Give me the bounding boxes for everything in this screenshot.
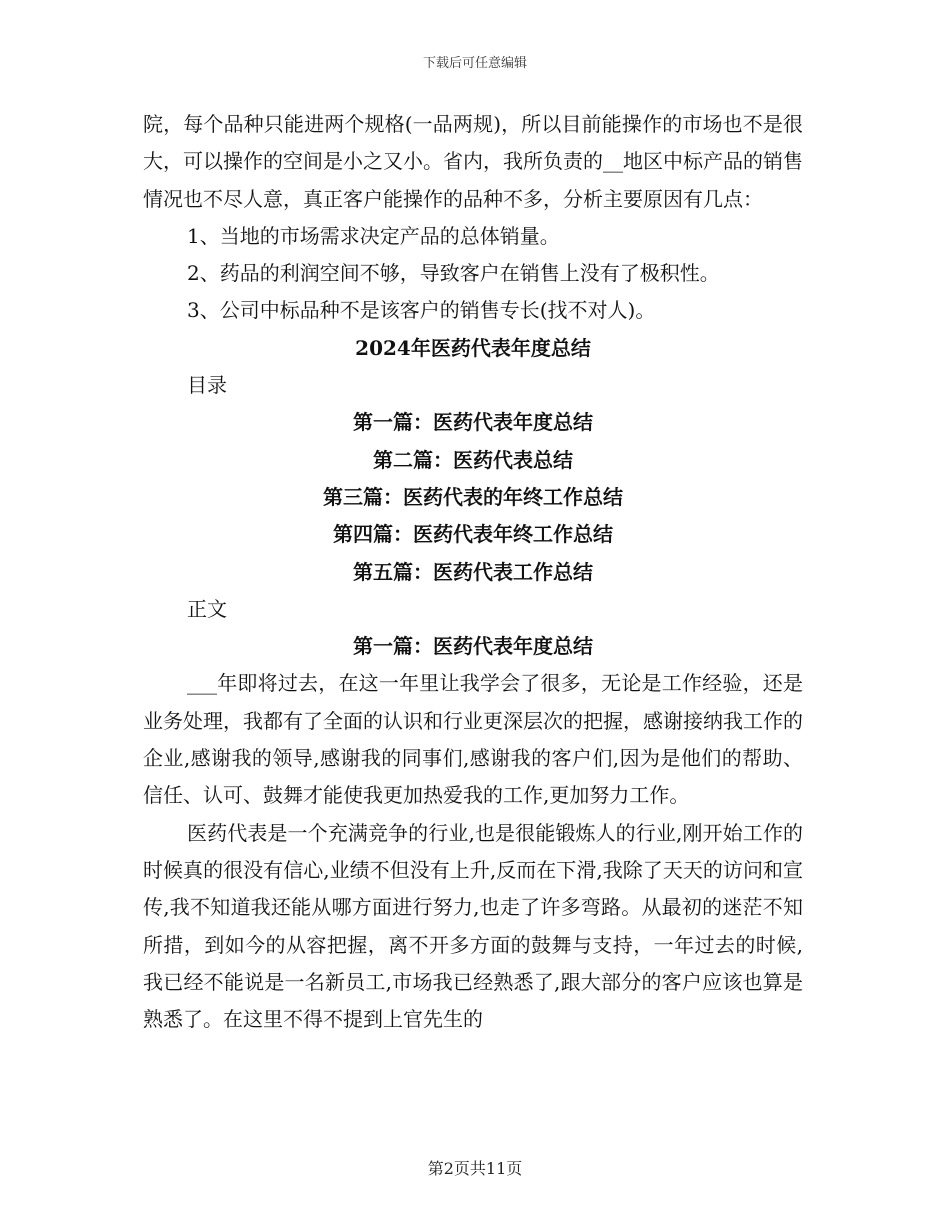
intro-point-3: 3、公司中标品种不是该客户的销售专长(找不对人)。 [187,298,656,323]
toc-item-4: 第四篇：医药代表年终工作总结 [333,522,613,547]
section-1-paragraph-1: ___年即将过去，在这一年里让我学会了很多，无论是工作经验，还是业务处理，我都有了全面的认识和行业更深层次的把握，感谢接纳我工作的企业,感谢我的领导,感谢我的同事们,感谢我的客户们,因为是他们的帮助、信任、认可、鼓舞才能使我更加热爱我的工作,更加努力工作。 [143,671,803,808]
toc-label: 目录 [187,373,227,398]
toc-item-1: 第一篇：医药代表年度总结 [353,410,593,435]
document-body [143,106,803,1038]
toc-item-5: 第五篇：医药代表工作总结 [353,559,593,584]
page-header: 下载后可任意编辑 [422,56,527,71]
intro-paragraph: 院，每个品种只能进两个规格(一品两规)，所以目前能操作的市场也不是很大，可以操作的空间是小之又小。省内，我所负责的__地区中标产品的销售情况也不尽人意，真正客户能操作的品种不多，分析主要原因有几点： [143,112,803,211]
section-1-title: 第一篇：医药代表年度总结 [353,634,593,659]
toc-item-2: 第二篇：医药代表总结 [373,447,573,472]
document-title: 2024年医药代表年度总结 [355,335,591,360]
intro-point-1: 1、当地的市场需求决定产品的总体销量。 [187,223,560,248]
intro-point-2: 2、药品的利润空间不够，导致客户在销售上没有了极积性。 [187,261,720,286]
page-footer: 第2页共11页 [427,1159,523,1178]
section-1-paragraph-2: 医药代表是一个充满竞争的行业,也是很能锻炼人的行业,刚开始工作的时候真的很没有信心,业绩不但没有上升,反而在下滑,我除了天天的访问和宣传,我不知道我还能从哪方面进行努力,也走了许多弯路。从最初的迷茫不知所措，到如今的从容把握，离不开多方面的鼓舞与支持，一年过去的时候,我已经不能说是一名新员工,市场我已经熟悉了,跟大部分的客户应该也算是熟悉了。在这里不得不提到上官先生的 [143,820,803,1032]
body-label: 正文 [187,596,227,621]
toc-item-3: 第三篇：医药代表的年终工作总结 [323,484,623,509]
